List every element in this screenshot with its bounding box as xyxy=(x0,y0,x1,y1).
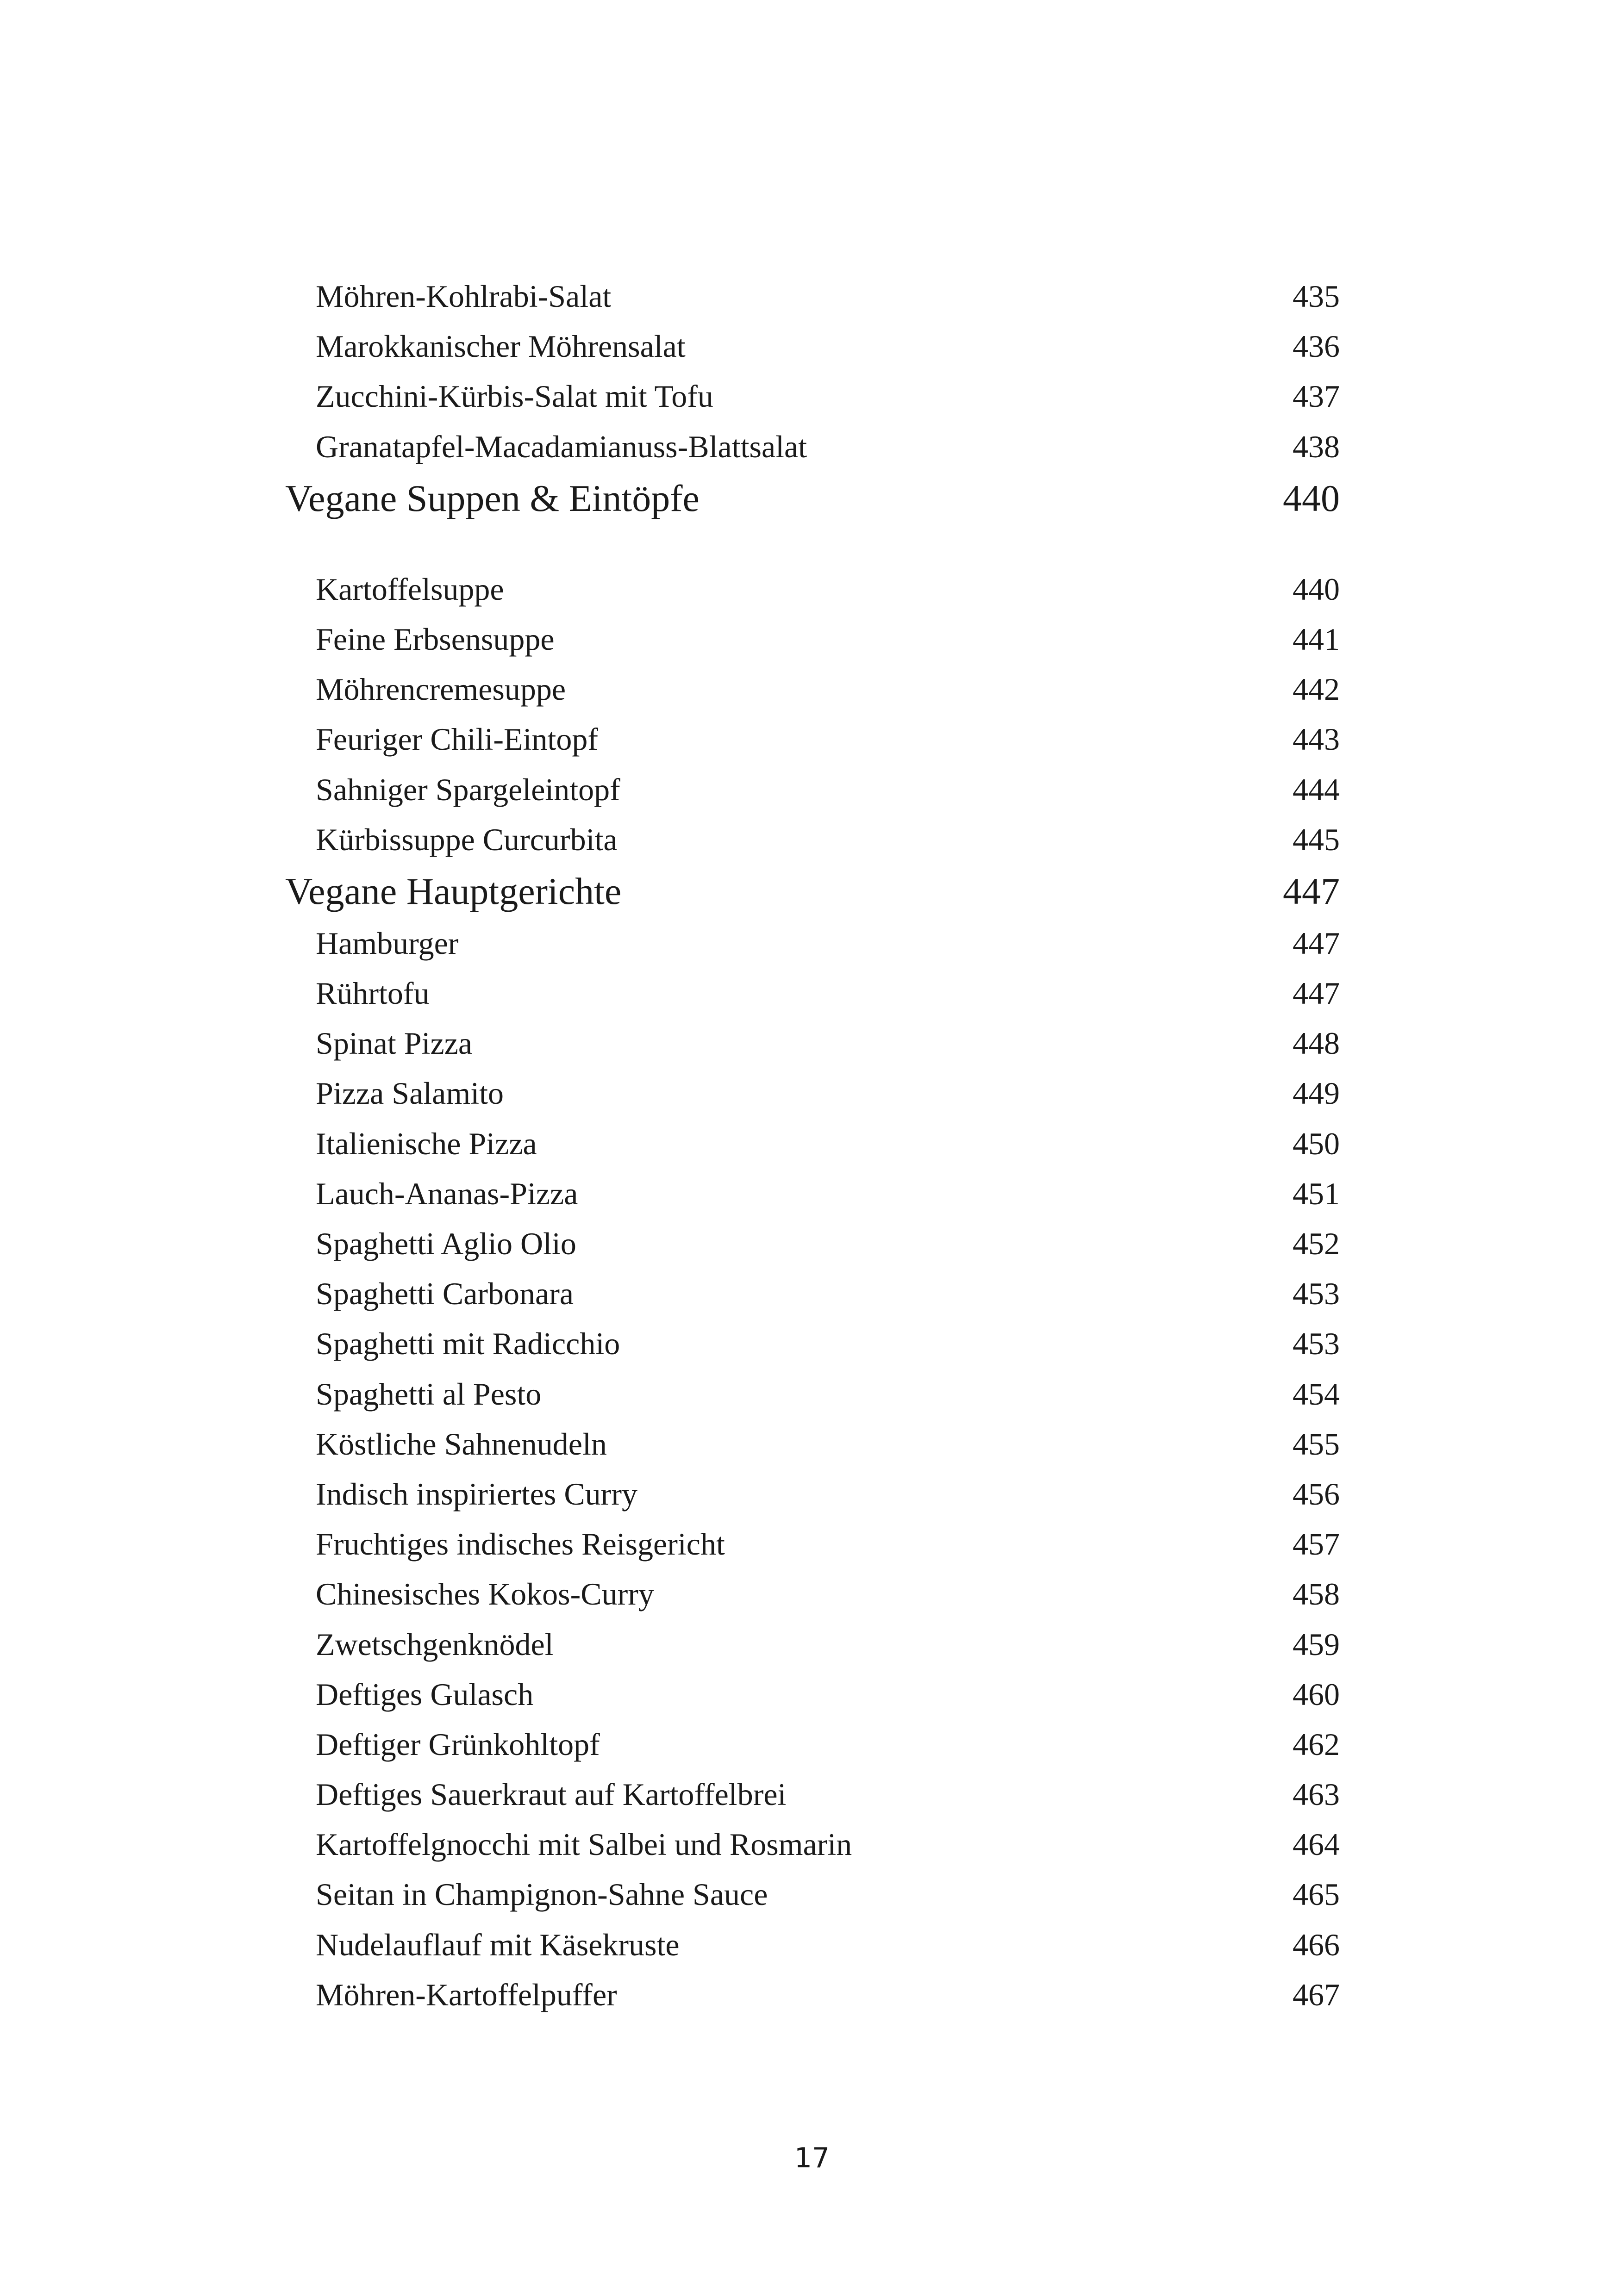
toc-entry xyxy=(285,1169,1340,1219)
toc-entry-page: 463 xyxy=(1293,1777,1340,1812)
toc-entry-title: Deftiger Grünkohltopf xyxy=(316,1726,600,1762)
toc-entry xyxy=(285,371,1340,421)
page-number: 17 xyxy=(794,2142,830,2174)
toc-entry-title: Deftiges Sauerkraut auf Kartoffelbrei xyxy=(316,1777,787,1812)
toc-entry-title: Möhrencremesuppe xyxy=(316,672,566,707)
toc-entry xyxy=(285,1619,1340,1669)
toc-entry xyxy=(285,1319,1340,1369)
toc-entry xyxy=(285,1269,1340,1319)
toc-entry-title: Spaghetti al Pesto xyxy=(316,1376,542,1412)
toc-entry-title: Spaghetti mit Radicchio xyxy=(316,1326,620,1362)
toc-entry-page: 451 xyxy=(1293,1176,1340,1211)
toc-entry-page: 464 xyxy=(1293,1827,1340,1862)
toc-entry xyxy=(285,1869,1340,1919)
toc-entry-page: 441 xyxy=(1293,621,1340,657)
toc-entry xyxy=(285,1719,1340,1769)
toc-entry-title: Italienische Pizza xyxy=(316,1126,537,1161)
toc-entry-page: 443 xyxy=(1293,722,1340,757)
toc-entry-page: 435 xyxy=(1293,279,1340,314)
toc-entry xyxy=(285,1920,1340,1970)
toc-entry-title: Köstliche Sahnenudeln xyxy=(316,1426,607,1462)
toc-entry-title: Spaghetti Carbonara xyxy=(316,1276,574,1312)
toc-entry xyxy=(285,1519,1340,1569)
toc-entry-page: 454 xyxy=(1293,1376,1340,1412)
toc-entry-title: Feuriger Chili-Eintopf xyxy=(316,722,599,757)
toc-entry-title: Granatapfel-Macadamianuss-Blattsalat xyxy=(316,429,807,464)
toc-entry-page: 453 xyxy=(1293,1326,1340,1362)
toc-entry xyxy=(285,1369,1340,1419)
toc-section-heading xyxy=(285,865,1340,918)
toc-entry xyxy=(285,1119,1340,1169)
toc-entry-title: Seitan in Champignon-Sahne Sauce xyxy=(316,1877,768,1912)
toc-heading-title: Vegane Suppen & Eintöpfe xyxy=(285,477,700,519)
toc-entry-page: 465 xyxy=(1293,1877,1340,1912)
toc-entry-page: 458 xyxy=(1293,1576,1340,1612)
toc-entry-title: Feine Erbsensuppe xyxy=(316,621,555,657)
toc-entry-page: 444 xyxy=(1293,772,1340,807)
toc-entry xyxy=(285,968,1340,1018)
toc-entry xyxy=(285,918,1340,968)
toc-entry-title: Zucchini-Kürbis-Salat mit Tofu xyxy=(316,379,713,414)
toc-entry-title: Kartoffelgnocchi mit Salbei und Rosmarin xyxy=(316,1827,852,1862)
toc-section-heading xyxy=(285,472,1340,525)
toc-entry-page: 448 xyxy=(1293,1026,1340,1061)
toc-entry-page: 462 xyxy=(1293,1726,1340,1762)
toc-entry-page: 455 xyxy=(1293,1426,1340,1462)
toc-entry-title: Deftiges Gulasch xyxy=(316,1676,534,1712)
toc-entry-title: Zwetschgenknödel xyxy=(316,1626,554,1662)
toc-entry xyxy=(285,321,1340,371)
toc-entry-page: 453 xyxy=(1293,1276,1340,1312)
toc-entry-title: Möhren-Kartoffelpuffer xyxy=(316,1977,617,2012)
toc-entry-title: Pizza Salamito xyxy=(316,1076,504,1111)
toc-entry-page: 440 xyxy=(1293,571,1340,607)
toc-entry xyxy=(285,1219,1340,1269)
toc-entry-title: Spaghetti Aglio Olio xyxy=(316,1226,576,1261)
toc-entry-title: Indisch inspiriertes Curry xyxy=(316,1476,637,1512)
toc-entry-title: Möhren-Kohlrabi-Salat xyxy=(316,279,612,314)
toc-entry-page: 452 xyxy=(1293,1226,1340,1261)
toc-heading-page: 440 xyxy=(1283,477,1340,519)
toc-entry-page: 437 xyxy=(1293,379,1340,414)
toc-entry-page: 460 xyxy=(1293,1676,1340,1712)
toc-entry xyxy=(285,564,1340,614)
toc-entry xyxy=(285,1769,1340,1819)
toc-entry-title: Rührtofu xyxy=(316,976,430,1011)
toc-entry-page: 466 xyxy=(1293,1927,1340,1962)
toc-entry-page: 457 xyxy=(1293,1526,1340,1562)
toc-entry-title: Kürbissuppe Curcurbita xyxy=(316,821,618,857)
toc-heading-title: Vegane Hauptgerichte xyxy=(285,870,622,912)
toc-entry-title: Lauch-Ananas-Pizza xyxy=(316,1176,578,1211)
toc-entry-page: 436 xyxy=(1293,329,1340,364)
toc-entry-title: Kartoffelsuppe xyxy=(316,571,504,607)
toc-entry-title: Sahniger Spargeleintopf xyxy=(316,772,620,807)
toc-entry-title: Marokkanischer Möhrensalat xyxy=(316,329,686,364)
toc-entry-page: 447 xyxy=(1293,976,1340,1011)
toc-entry-title: Chinesisches Kokos-Curry xyxy=(316,1576,654,1612)
toc-entry xyxy=(285,1469,1340,1519)
toc-entry-page: 467 xyxy=(1293,1977,1340,2012)
toc-heading-page: 447 xyxy=(1283,870,1340,912)
toc-entry xyxy=(285,664,1340,714)
toc-entry-page: 447 xyxy=(1293,925,1340,961)
toc-entry-title: Fruchtiges indisches Reisgericht xyxy=(316,1526,725,1562)
toc-entry xyxy=(285,1569,1340,1619)
toc-entry-title: Spinat Pizza xyxy=(316,1026,473,1061)
toc-entry xyxy=(285,271,1340,321)
table-of-contents xyxy=(285,271,1340,2020)
toc-entry xyxy=(285,815,1340,865)
toc-entry xyxy=(285,765,1340,815)
toc-entry xyxy=(285,422,1340,472)
toc-entry-title: Hamburger xyxy=(316,925,459,961)
toc-entry-page: 442 xyxy=(1293,672,1340,707)
toc-entry xyxy=(285,614,1340,664)
toc-entry-page: 449 xyxy=(1293,1076,1340,1111)
toc-entry xyxy=(285,1419,1340,1469)
toc-entry xyxy=(285,1970,1340,2020)
toc-entry-page: 456 xyxy=(1293,1476,1340,1512)
toc-entry xyxy=(285,1819,1340,1869)
toc-entry-page: 450 xyxy=(1293,1126,1340,1161)
toc-entry xyxy=(285,1018,1340,1068)
toc-entry-page: 445 xyxy=(1293,821,1340,857)
toc-entry-page: 438 xyxy=(1293,429,1340,464)
toc-entry xyxy=(285,1068,1340,1118)
toc-entry-page: 459 xyxy=(1293,1626,1340,1662)
toc-entry xyxy=(285,714,1340,764)
toc-entry xyxy=(285,1669,1340,1719)
toc-entry-title: Nudelauflauf mit Käsekruste xyxy=(316,1927,680,1962)
